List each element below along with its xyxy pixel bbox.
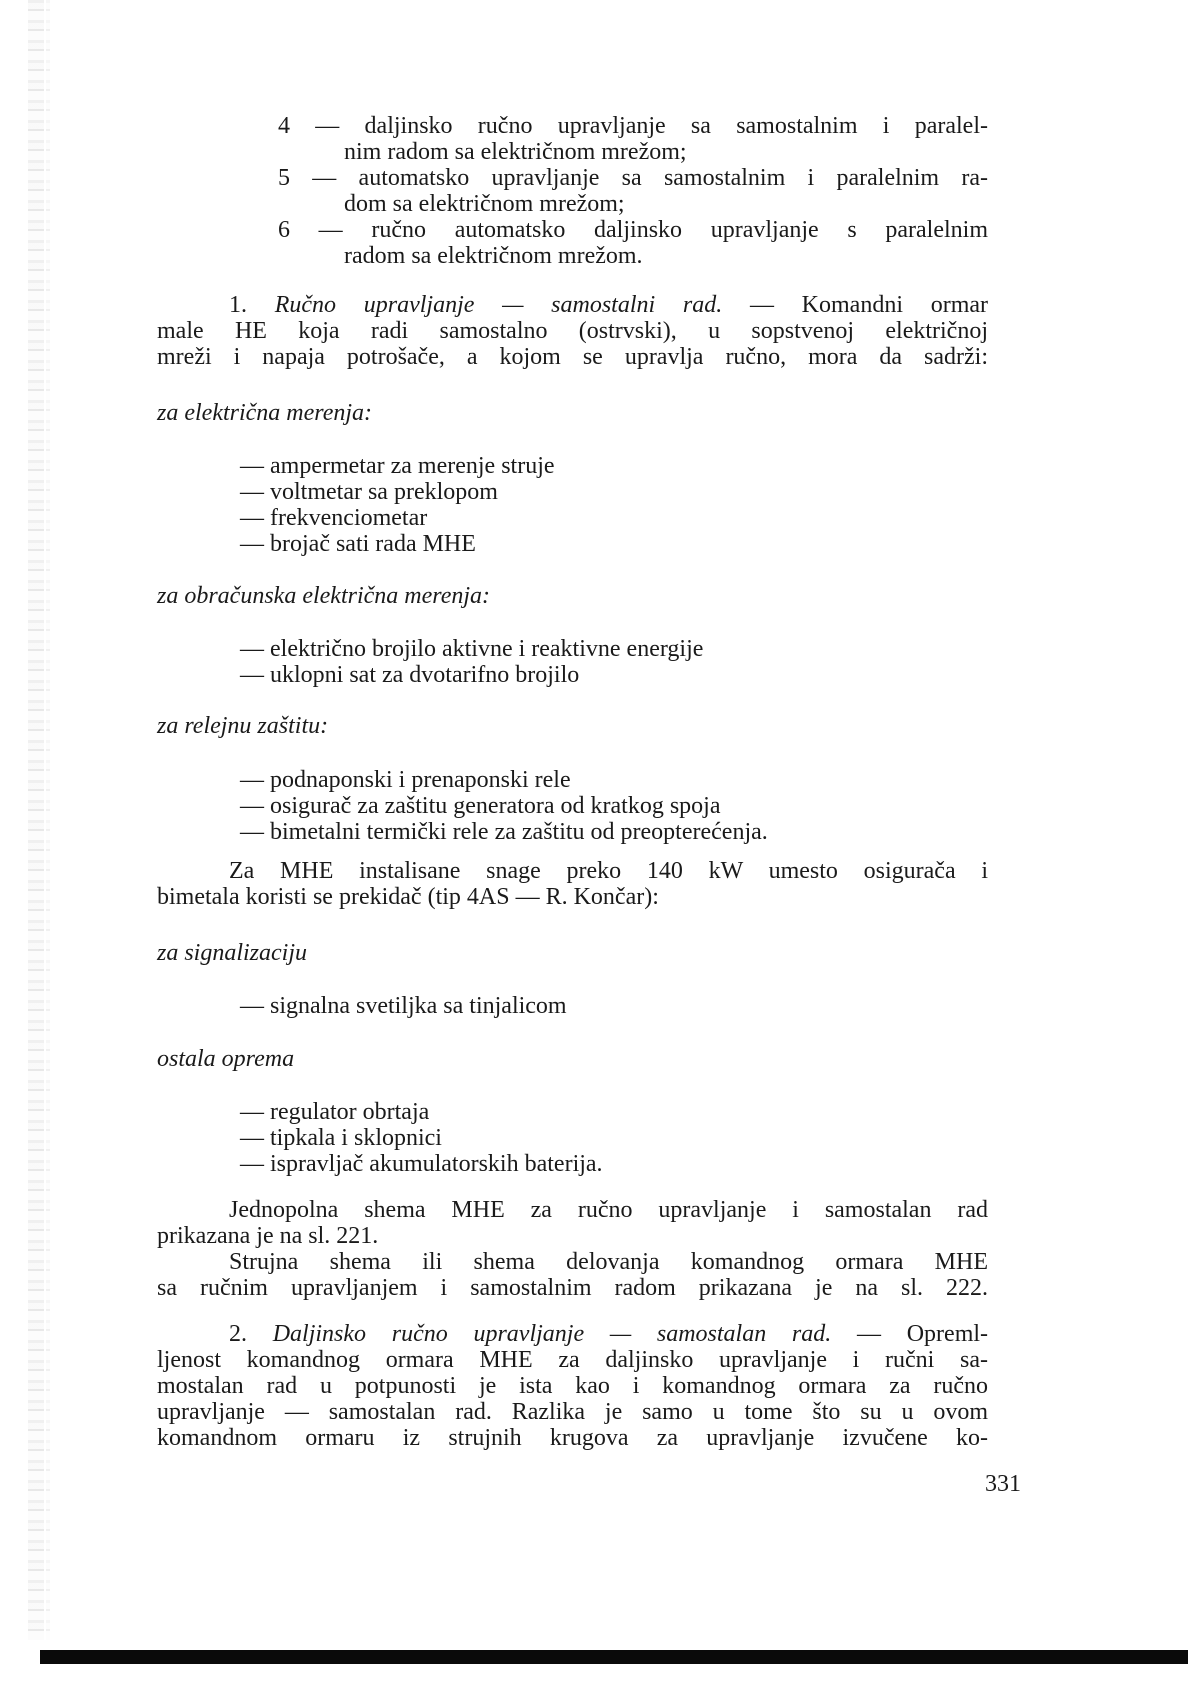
paragraph-za-mhe-line1: Za MHE instalisane snage preko 140 kW umesto osigurača i bbox=[229, 858, 988, 884]
section-2-paragraph bbox=[157, 1321, 988, 1451]
list-item: — ispravljač akumulatorskih baterija. bbox=[240, 1151, 603, 1177]
list-item: — električno brojilo aktivne i reaktivne energije bbox=[240, 636, 704, 662]
section-2-line1 bbox=[157, 1321, 988, 1347]
paragraph-jednopolna-line2: prikazana je na sl. 221. bbox=[157, 1223, 379, 1249]
list-item: — frekvenciometar bbox=[240, 505, 428, 531]
heading-obracunska-merenja: za obračunska električna merenja: bbox=[157, 583, 491, 609]
list-item: — bimetalni termički rele za zaštitu od preopterećenja. bbox=[240, 819, 768, 845]
page-number: 331 bbox=[985, 1471, 1021, 1497]
paragraph-za-mhe-line2: bimetala koristi se prekidač (tip 4AS — R. Končar): bbox=[157, 884, 659, 910]
enum-list bbox=[278, 113, 988, 269]
list-item: — signalna svetiljka sa tinjalicom bbox=[240, 993, 567, 1019]
list-signalizacija bbox=[240, 993, 567, 1019]
list-ostala-oprema bbox=[240, 1099, 603, 1177]
paragraph-strujna-line1: Strujna shema ili shema delovanja komandnog ormara MHE bbox=[229, 1249, 988, 1275]
section-2-title: Daljinsko ručno upravljanje — samostalan rad. bbox=[272, 1321, 832, 1347]
list-item: — uklopni sat za dvotarifno brojilo bbox=[240, 662, 580, 688]
section-1-number: 1. bbox=[229, 292, 247, 318]
scan-edge-shadow bbox=[28, 0, 44, 1640]
paragraph-strujna-line2: sa ručnim upravljanjem i samostalnim radom prikazana je na sl. 222. bbox=[157, 1275, 988, 1301]
list-item: — osigurač za zaštitu generatora od kratkog spoja bbox=[240, 793, 721, 819]
enum-item-5-line2: dom sa električnom mrežom; bbox=[344, 191, 625, 217]
list-item: — regulator obrtaja bbox=[240, 1099, 430, 1125]
section-1-line1 bbox=[157, 292, 988, 318]
heading-relejna-zastita: za relejnu zaštitu: bbox=[157, 713, 329, 739]
section-1-line1-rest: — Komandni ormar bbox=[749, 292, 988, 318]
section-1-title: Ručno upravljanje — samostalni rad. bbox=[274, 292, 723, 318]
scan-edge-line bbox=[46, 0, 50, 1640]
paragraph-jednopolna-line1: Jednopolna shema MHE za ručno upravljanje i samostalan rad bbox=[229, 1197, 988, 1223]
paragraph-jednopolna bbox=[157, 1197, 988, 1301]
enum-item-4-line1: 4 — daljinsko ručno upravljanje sa samostalnim i paralel- bbox=[278, 113, 988, 139]
paragraph-za-mhe bbox=[157, 858, 988, 910]
list-item: — brojač sati rada MHE bbox=[240, 531, 476, 557]
heading-elektricna-merenja: za električna merenja: bbox=[157, 400, 373, 426]
section-2-line5: komandnom ormaru iz strujnih krugova za upravljanje izvučene ko- bbox=[157, 1425, 988, 1451]
section-1-paragraph bbox=[157, 292, 988, 370]
list-item: — tipkala i sklopnici bbox=[240, 1125, 442, 1151]
list-elektricna-merenja bbox=[240, 453, 555, 557]
list-item: — ampermetar za merenje struje bbox=[240, 453, 555, 479]
list-obracunska-merenja bbox=[240, 636, 703, 688]
enum-item-4-line2: nim radom sa električnom mrežom; bbox=[344, 139, 687, 165]
scan-bottom-bar bbox=[40, 1650, 1188, 1664]
section-1-line3: mreži i napaja potrošače, a kojom se upravlja ručno, mora da sadrži: bbox=[157, 344, 988, 370]
list-item: — voltmetar sa preklopom bbox=[240, 479, 498, 505]
list-item: — podnaponski i prenaponski rele bbox=[240, 767, 571, 793]
enum-item-6-line2: radom sa električnom mrežom. bbox=[344, 243, 643, 269]
list-relejna-zastita bbox=[240, 767, 768, 845]
heading-ostala-oprema: ostala oprema bbox=[157, 1046, 295, 1072]
section-1-line2: male HE koja radi samostalno (ostrvski), u sopstvenoj električnoj bbox=[157, 318, 988, 344]
section-2-line3: mostalan rad u potpunosti je ista kao i komandnog ormara za ručno bbox=[157, 1373, 988, 1399]
heading-signalizacija: za signalizaciju bbox=[157, 940, 308, 966]
enum-item-6-line1: 6 — ručno automatsko daljinsko upravljanje s paralelnim bbox=[278, 217, 988, 243]
enum-item-5-line1: 5 — automatsko upravljanje sa samostalnim i paralelnim ra- bbox=[278, 165, 988, 191]
section-2-number: 2. bbox=[229, 1321, 247, 1347]
section-2-line2: ljenost komandnog ormara MHE za daljinsko upravljanje i ručni sa- bbox=[157, 1347, 988, 1373]
section-2-line4: upravljanje — samostalan rad. Razlika je samo u tome što su u ovom bbox=[157, 1399, 988, 1425]
section-2-line1-rest: — Opreml- bbox=[857, 1321, 988, 1347]
